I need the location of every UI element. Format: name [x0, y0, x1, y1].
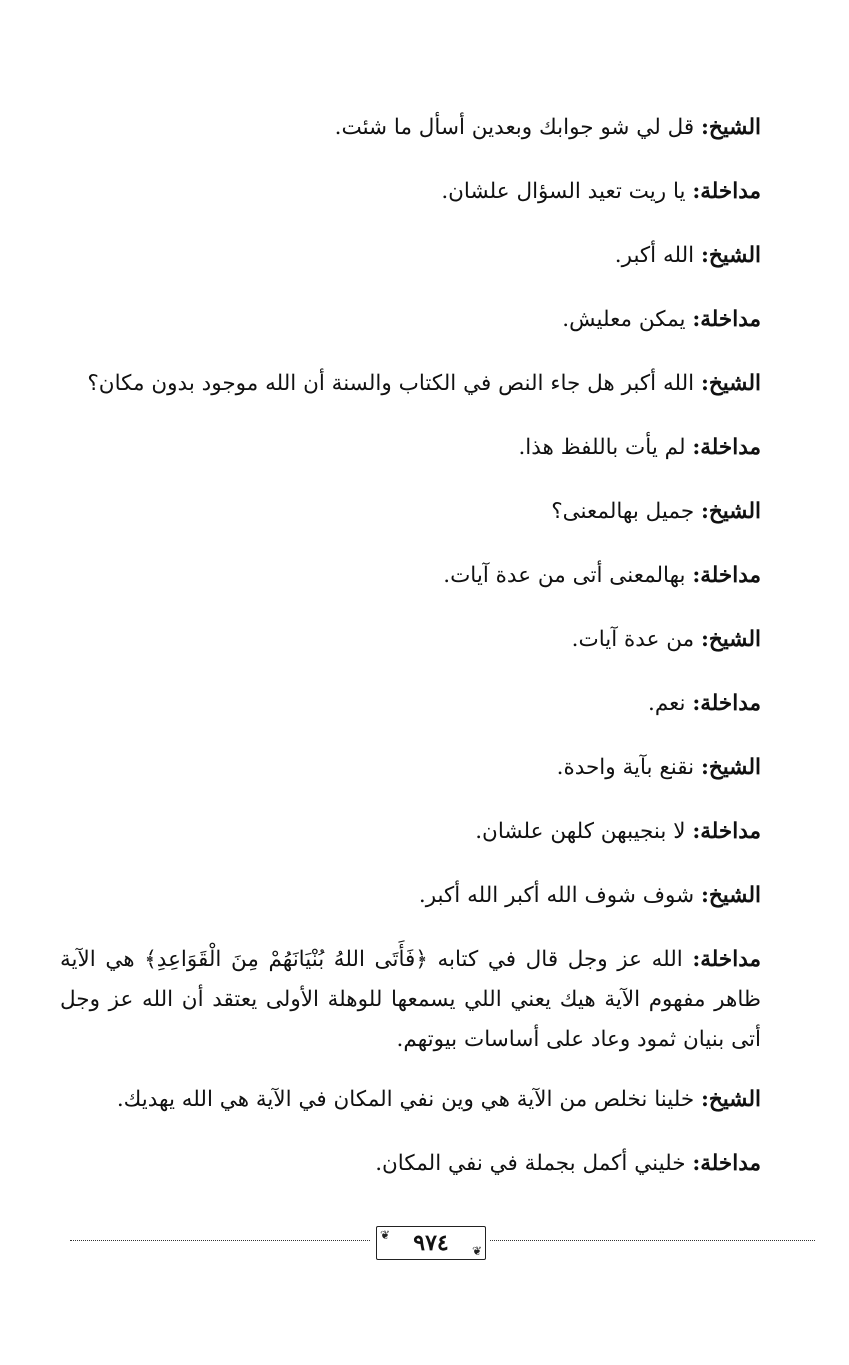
- ornament-icon: ❦: [471, 1244, 482, 1258]
- dialogue-line: [60, 1144, 761, 1184]
- line-text: خلينا نخلص من الآية هي وين نفي المكان في الآية هي الله يهديك.: [116, 1087, 701, 1112]
- line-text: يمكن معليش.: [562, 307, 693, 332]
- speaker-label: مداخلة:: [692, 307, 761, 332]
- speaker-label: مداخلة:: [692, 435, 761, 460]
- line-text: بهالمعنى أتى من عدة آيات.: [443, 563, 693, 588]
- page-number-frame: [376, 1226, 486, 1260]
- line-text: لم يأت باللفظ هذا.: [518, 435, 693, 460]
- speaker-label: الشيخ:: [700, 371, 761, 396]
- speaker-label: مداخلة:: [692, 563, 761, 588]
- speaker-label: مداخلة:: [692, 1151, 761, 1176]
- speaker-label: مداخلة:: [692, 947, 761, 972]
- dialogue-line: [60, 876, 761, 916]
- dialogue-line: [60, 236, 761, 276]
- line-text: قل لي شو جوابك وبعدين أسأل ما شئت.: [334, 115, 701, 140]
- dialogue-line: [60, 300, 761, 340]
- speaker-label: الشيخ:: [700, 627, 761, 652]
- dialogue-line: [60, 556, 761, 596]
- dialogue-line: [60, 428, 761, 468]
- speaker-label: مداخلة:: [692, 179, 761, 204]
- speaker-label: مداخلة:: [692, 819, 761, 844]
- line-text: جميل بهالمعنى؟: [551, 499, 701, 524]
- speaker-label: الشيخ:: [700, 755, 761, 780]
- line-text: من عدة آيات.: [571, 627, 701, 652]
- footer-divider-right: [490, 1240, 815, 1241]
- dialogue-line: [60, 1080, 761, 1120]
- dialogue-line: [60, 812, 761, 852]
- speaker-label: الشيخ:: [700, 243, 761, 268]
- line-text: الله عز وجل قال في كتابه ﴿فَأَتَى اللهُ بُنْيَانَهُمْ مِنَ الْقَوَاعِدِ﴾ هي الآية ظاهر مفهوم الآية هيك يعني اللي يسمعها للوهلة الأولى يعتقد أن الله عز وجل أتى بنيان ثمود وعاد على أساسات بيوتهم.: [60, 947, 761, 1052]
- line-text: نقنع بآية واحدة.: [556, 755, 701, 780]
- dialogue-line: [60, 940, 761, 1060]
- dialogue-text: [60, 108, 761, 1208]
- footer-divider-left: [70, 1240, 370, 1241]
- speaker-label: الشيخ:: [700, 499, 761, 524]
- line-text: الله أكبر هل جاء النص في الكتاب والسنة أن الله موجود بدون مكان؟: [87, 371, 701, 396]
- line-text: الله أكبر.: [614, 243, 701, 268]
- dialogue-line: [60, 684, 761, 724]
- speaker-label: الشيخ:: [700, 115, 761, 140]
- speaker-label: مداخلة:: [692, 691, 761, 716]
- line-text: خليني أكمل بجملة في نفي المكان.: [375, 1151, 693, 1176]
- page-number: ٩٧٤: [413, 1230, 449, 1256]
- line-text: شوف شوف الله أكبر الله أكبر.: [418, 883, 701, 908]
- dialogue-line: [60, 172, 761, 212]
- dialogue-line: [60, 492, 761, 532]
- dialogue-line: [60, 620, 761, 660]
- dialogue-line: [60, 748, 761, 788]
- speaker-label: الشيخ:: [700, 1087, 761, 1112]
- ornament-icon: ❦: [380, 1228, 391, 1242]
- line-text: نعم.: [648, 691, 693, 716]
- dialogue-line: [60, 364, 761, 404]
- line-text: يا ريت تعيد السؤال علشان.: [441, 179, 693, 204]
- speaker-label: الشيخ:: [700, 883, 761, 908]
- dialogue-line: [60, 108, 761, 148]
- page-footer: [70, 1226, 815, 1266]
- line-text: لا بنجيبهن كلهن علشان.: [475, 819, 693, 844]
